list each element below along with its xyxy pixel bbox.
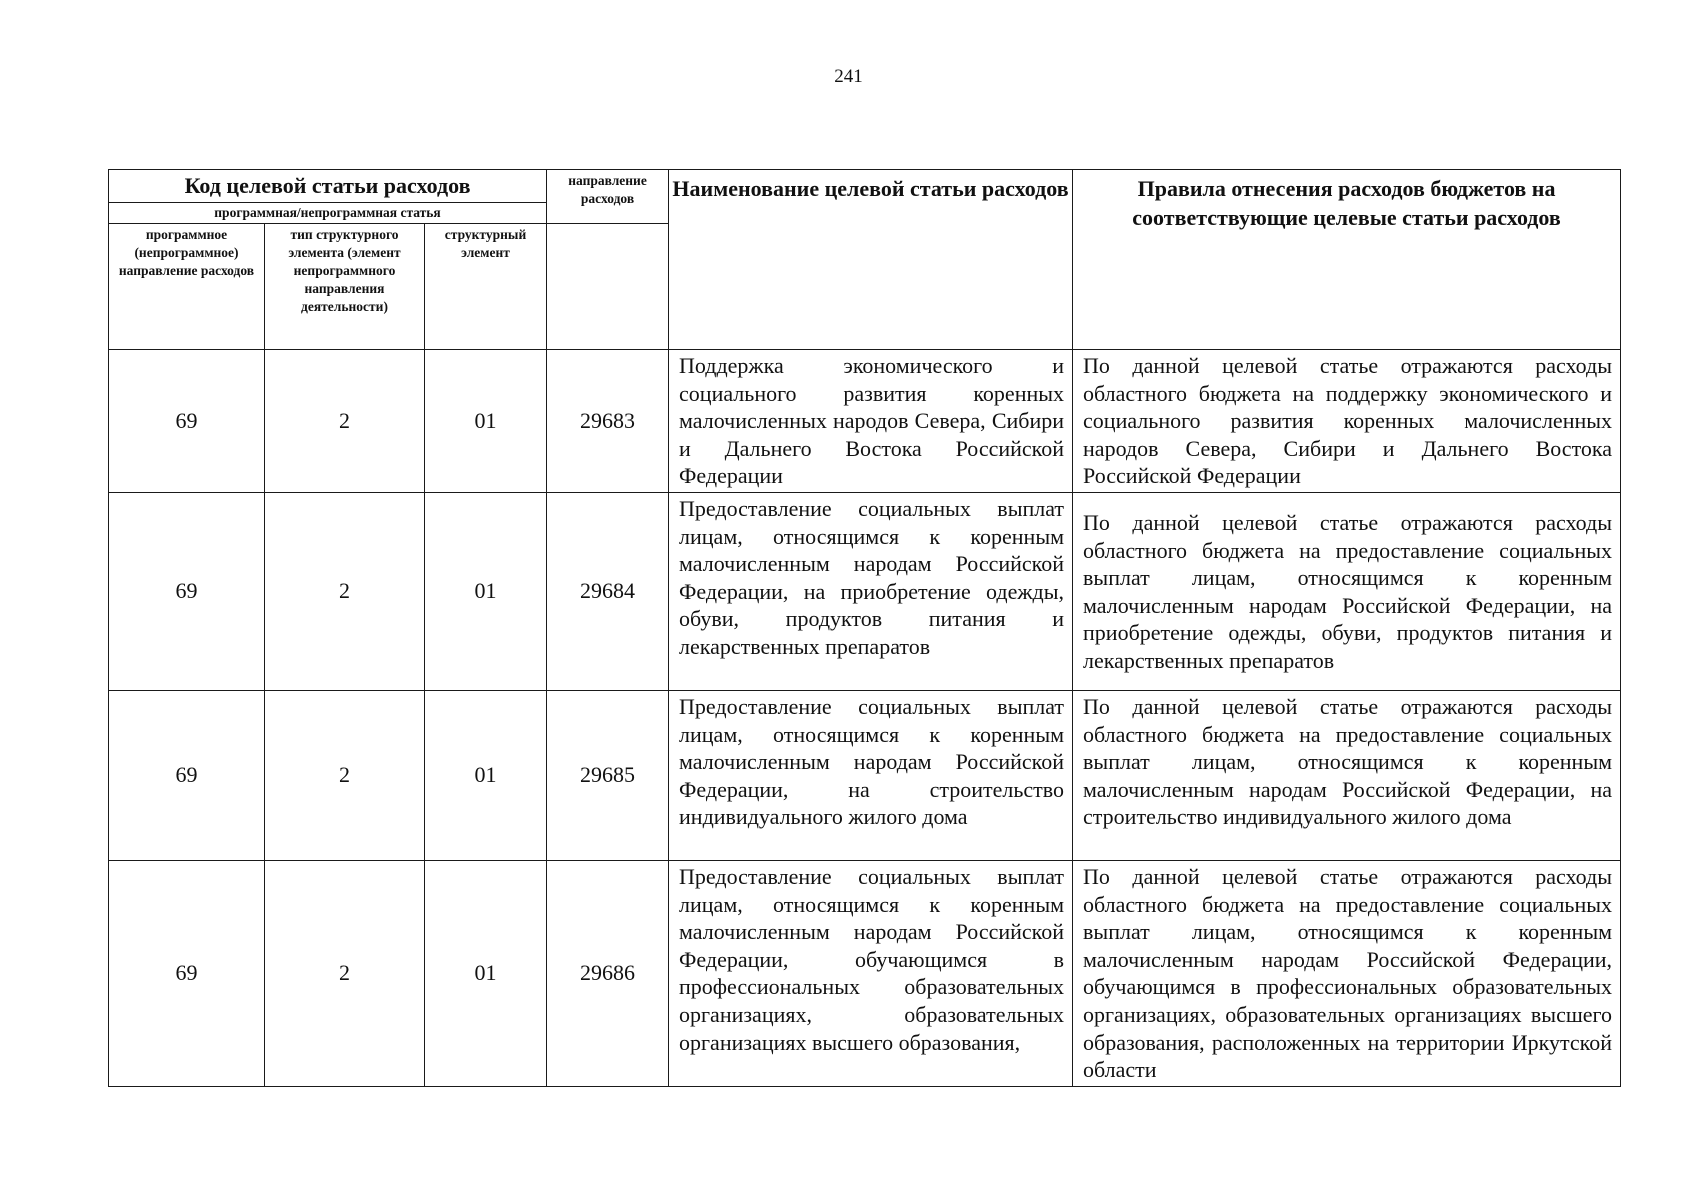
type-code-cell: 2: [265, 690, 425, 860]
code-title-header: Код целевой статьи расходов: [109, 170, 547, 203]
program-code-cell: 69: [109, 492, 265, 690]
element-code-cell: 01: [425, 492, 547, 690]
article-rule-cell: По данной целевой статье отражаются расходы областного бюджета на поддержку экономического и социального развития коренных малочисленных народов Севера, Сибири и Дальнего Востока Российской Федерации: [1073, 350, 1621, 493]
structural-element-header: структурный элемент: [425, 224, 547, 350]
direction-code-cell: 29686: [547, 860, 669, 1086]
element-code-cell: 01: [425, 690, 547, 860]
budget-classification-table: [108, 169, 1621, 1087]
table-row: [109, 860, 1621, 1086]
article-rule-cell: По данной целевой статье отражаются расходы областного бюджета на предоставление социальных выплат лицам, относящимся к коренным малочисленным народам Российской Федерации, обучающимся в профессиональных образовательных организациях, образовательных организациях высшего образования, расположенных на территории Иркутской области: [1073, 860, 1621, 1086]
type-code-cell: 2: [265, 492, 425, 690]
type-code-cell: 2: [265, 860, 425, 1086]
direction-code-cell: 29685: [547, 690, 669, 860]
table-row: [109, 350, 1621, 493]
program-direction-header: программное (непрограммное) направление расходов: [109, 224, 265, 350]
name-header: Наименование целевой статьи расходов: [669, 170, 1073, 350]
article-name-cell: Предоставление социальных выплат лицам, относящимся к коренным малочисленным народам Российской Федерации, на приобретение одежды, обуви, продуктов питания и лекарственных препаратов: [669, 492, 1073, 690]
header-row-1: [109, 170, 1621, 203]
structural-type-header: тип структурного элемента (элемент непрограммного направления деятельности): [265, 224, 425, 350]
element-code-cell: 01: [425, 350, 547, 493]
article-rule-cell: По данной целевой статье отражаются расходы областного бюджета на предоставление социальных выплат лицам, относящимся к коренным малочисленным народам Российской Федерации, на приобретение одежды, обуви, продуктов питания и лекарственных препаратов: [1073, 492, 1621, 690]
direction-header: направление расходов: [547, 170, 669, 224]
article-name-cell: Предоставление социальных выплат лицам, относящимся к коренным малочисленным народам Российской Федерации, обучающимся в профессиональных образовательных организациях, образовательных организациях высшего образования,: [669, 860, 1073, 1086]
table-row: [109, 690, 1621, 860]
element-code-cell: 01: [425, 860, 547, 1086]
rules-header: Правила отнесения расходов бюджетов на соответствующие целевые статьи расходов: [1073, 170, 1621, 350]
article-name-cell: Поддержка экономического и социального развития коренных малочисленных народов Севера, Сибири и Дальнего Востока Российской Федерации: [669, 350, 1073, 493]
article-rule-cell: По данной целевой статье отражаются расходы областного бюджета на предоставление социальных выплат лицам, относящимся к коренным малочисленным народам Российской Федерации, на строительство индивидуального жилого дома: [1073, 690, 1621, 860]
direction-code-cell: 29684: [547, 492, 669, 690]
program-code-cell: 69: [109, 860, 265, 1086]
direction-header-spacer: [547, 224, 669, 350]
program-code-cell: 69: [109, 690, 265, 860]
program-article-header: программная/непрограммная статья: [109, 203, 547, 224]
type-code-cell: 2: [265, 350, 425, 493]
program-code-cell: 69: [109, 350, 265, 493]
article-name-cell: Предоставление социальных выплат лицам, относящимся к коренным малочисленным народам Российской Федерации, на строительство индивидуального жилого дома: [669, 690, 1073, 860]
direction-code-cell: 29683: [547, 350, 669, 493]
table-row: [109, 492, 1621, 690]
page-number: 241: [834, 66, 863, 87]
